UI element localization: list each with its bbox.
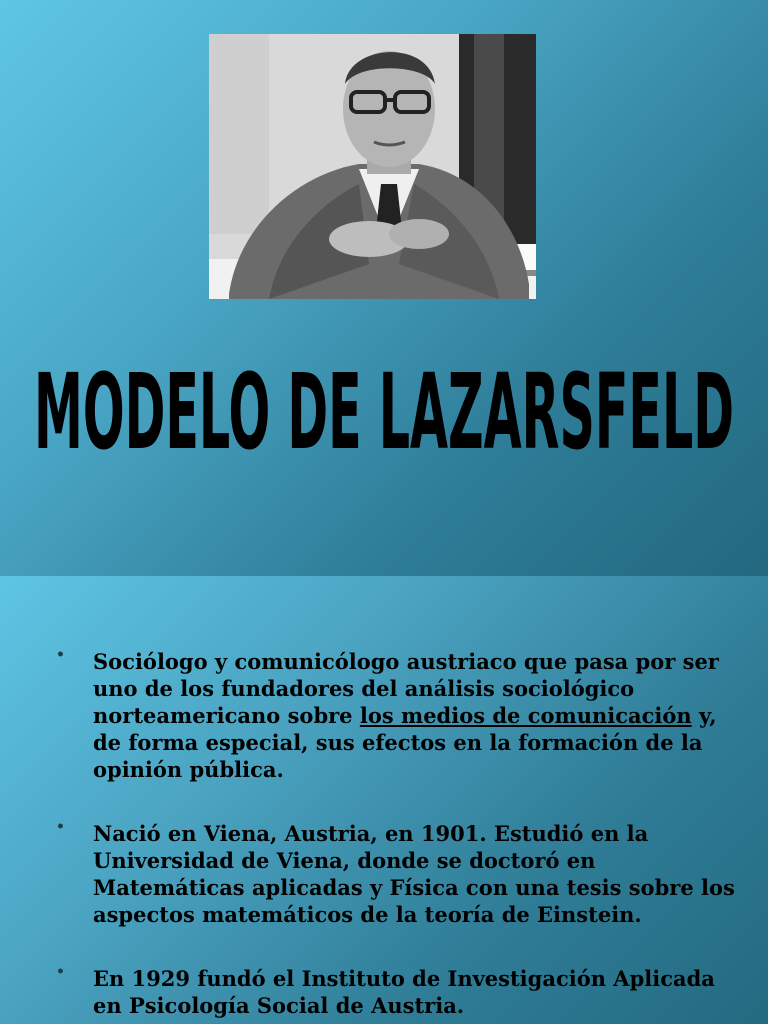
portrait-photo-image [209, 34, 536, 299]
slide-title-wordart [0, 330, 768, 500]
bullet-item [56, 965, 736, 1019]
content-slide [0, 576, 768, 1024]
bullet-list [56, 648, 736, 1024]
slide-title-text: MODELO DE LAZARSFELD [34, 351, 734, 473]
bullet-text: Sociólogo y comunicólogo austriaco que pasa por ser uno de los fundadores del análisis sociológico norteamericano sobre [93, 649, 719, 728]
slide-title [0, 330, 768, 500]
portrait-photo [209, 34, 536, 299]
bullet-icon: • [56, 647, 65, 663]
bullet-text: Nació en Viena, Austria, en 1901. Estudió en la Universidad de Viena, donde se doctoró en Matemáticas aplicadas y Física con una tesis sobre los aspectos matemáticos de la teoría de Einstein. [93, 821, 735, 927]
bullet-item [56, 820, 736, 928]
bullet-text-continued: y, de forma especial, sus efectos en la formación de la opinión pública. [93, 703, 717, 782]
bullet-icon: • [56, 964, 65, 980]
bullet-icon: • [56, 819, 65, 835]
bullet-text: En 1929 fundó el Instituto de Investigación Aplicada en Psicología Social de Austria. [93, 966, 715, 1018]
bullet-item [56, 648, 736, 783]
media-link[interactable]: los medios de comunicación [359, 703, 692, 728]
